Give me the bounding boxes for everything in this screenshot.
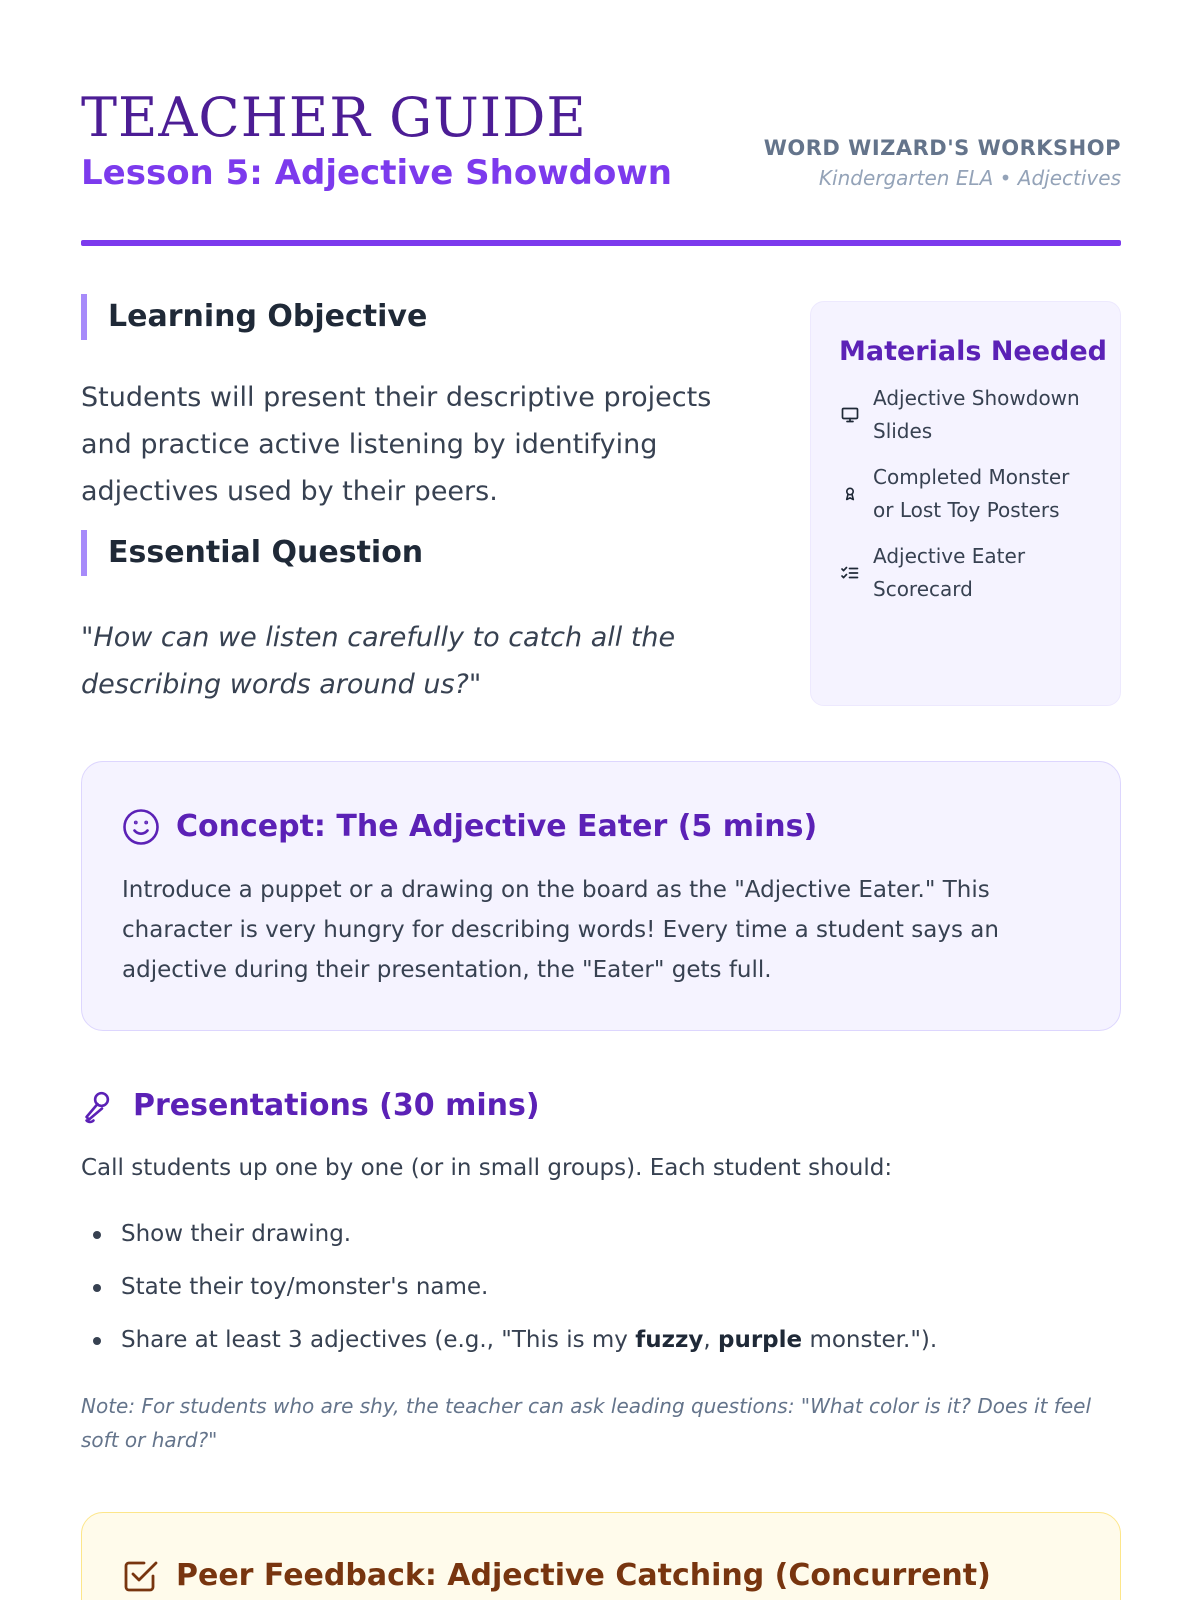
- material-label: Adjective Eater Scorecard: [873, 544, 1026, 601]
- brand-name: WORD WIZARD'S WORKSHOP: [763, 136, 1121, 160]
- material-label: Adjective Showdown Slides: [873, 386, 1080, 443]
- page-title: TEACHER GUIDE: [81, 86, 587, 149]
- materials-list: [839, 382, 1092, 606]
- peer-feedback-header: [122, 1553, 1080, 1599]
- microphone-icon: [81, 1086, 117, 1126]
- smiley-icon: [122, 808, 160, 846]
- concept-header: [122, 804, 1080, 850]
- peer-feedback-title: Peer Feedback: Adjective Catching (Concurrent): [176, 1558, 991, 1593]
- presentations-steps: [81, 1214, 937, 1373]
- header-meta-block: [764, 134, 1121, 194]
- example-adjective: purple: [718, 1327, 803, 1353]
- presentation-icon: [839, 405, 861, 425]
- step-text: ,: [703, 1327, 718, 1353]
- concept-title: Concept: The Adjective Eater (5 mins): [176, 809, 818, 844]
- objective-heading: Learning Objective: [81, 294, 427, 340]
- list-item: State their toy/monster's name.: [81, 1267, 937, 1307]
- material-label: Completed Monster or Lost Toy Posters: [873, 465, 1070, 522]
- presentations-header: [81, 1083, 540, 1129]
- course-meta: Kindergarten ELA • Adjectives: [818, 166, 1121, 190]
- presentations-title: Presentations (30 mins): [133, 1088, 540, 1123]
- teacher-note: Note: For students who are shy, the teacher can ask leading questions: "What color is it? Does it feel soft or hard?": [81, 1394, 1092, 1452]
- ribbon-icon: [839, 484, 861, 504]
- checkbox-icon: [122, 1557, 160, 1595]
- peer-feedback-card: [81, 1512, 1121, 1600]
- lesson-title: Lesson 5: Adjective Showdown: [81, 153, 672, 193]
- step-text: monster.").: [802, 1327, 938, 1353]
- teacher-guide-page: [81, 0, 1121, 1600]
- material-item: [839, 461, 1092, 527]
- list-item: [81, 1320, 937, 1360]
- presentations-intro: Call students up one by one (or in small groups). Each student should:: [81, 1155, 893, 1181]
- materials-title: Materials Needed: [839, 336, 1108, 367]
- example-adjective: fuzzy: [635, 1327, 704, 1353]
- material-item: [839, 540, 1092, 606]
- step-text: Share at least 3 adjectives (e.g., "This is my: [121, 1327, 636, 1353]
- essential-question-text: "How can we listen carefully to catch all the describing words around us?": [81, 622, 676, 700]
- objective-text: Students will present their descriptive projects and practice active listening by identifying adjectives used by their peers.: [81, 382, 712, 507]
- checklist-icon: [839, 563, 861, 583]
- list-item: Show their drawing.: [81, 1214, 937, 1254]
- material-item: [839, 382, 1092, 448]
- essential-question-heading: Essential Question: [81, 530, 423, 576]
- concept-card: [81, 761, 1121, 1031]
- header-divider: [81, 240, 1121, 246]
- materials-panel: [810, 301, 1121, 706]
- concept-body: Introduce a puppet or a drawing on the board as the "Adjective Eater." This character is very hungry for describing words! Every time a student says an adjective during their presentation, the "Eater" gets full.: [122, 877, 999, 983]
